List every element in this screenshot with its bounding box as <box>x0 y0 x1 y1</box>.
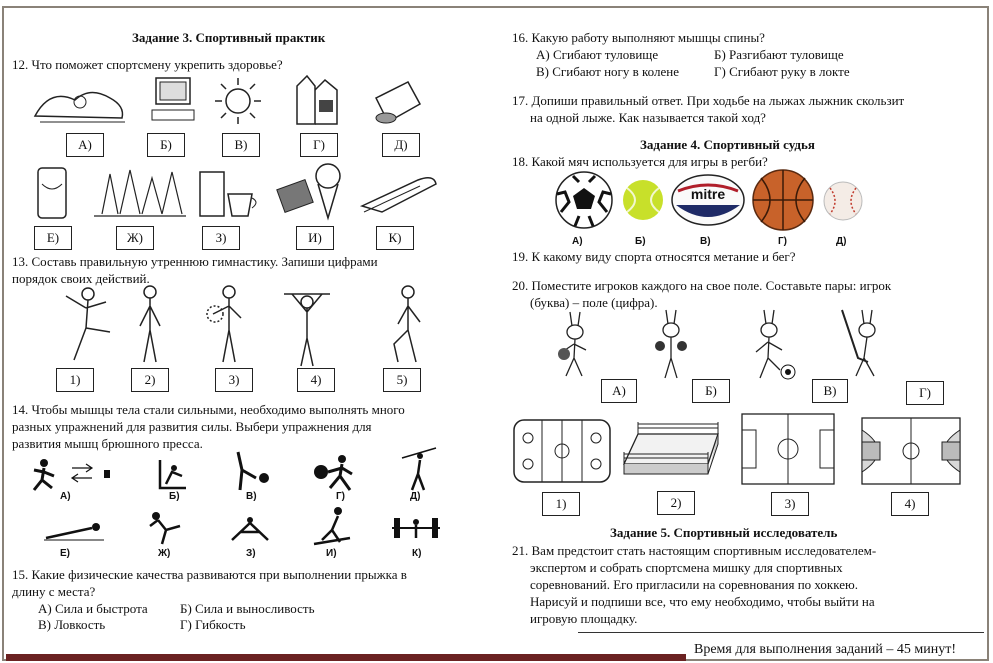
ski-exercise-icon <box>312 506 352 546</box>
q14-label-e: Е) <box>60 548 70 559</box>
q12-option-b[interactable]: Б) <box>147 133 185 157</box>
question-20-line1: 20. Поместите игроков каждого на свое поле. Составьте пары: игрок <box>512 278 892 293</box>
q18-label-g: Г) <box>778 236 787 247</box>
footer-divider <box>578 632 984 633</box>
stretch-exercise-icon <box>228 516 272 544</box>
ball-kick-exercise-icon <box>232 450 272 492</box>
q14-label-v: В) <box>246 491 257 502</box>
question-13-line1: 13. Составь правильную утреннюю гимнастику. Запиши цифрами <box>12 254 378 269</box>
q18-label-b: Б) <box>635 236 646 247</box>
q14-label-b: Б) <box>169 491 180 502</box>
rabbit-hockey-player-icon <box>838 306 888 382</box>
q15-option-b: Б) Сила и выносливость <box>180 601 315 616</box>
exercise-standing-icon <box>130 284 170 368</box>
exercise-arm-circles-icon <box>205 284 249 368</box>
q13-step-1[interactable]: 1) <box>56 368 94 392</box>
q14-label-i: И) <box>326 548 337 559</box>
q18-label-d: Д) <box>836 236 847 247</box>
ice-cream-icon <box>276 160 348 222</box>
rabbit-basketball-player-icon <box>552 308 600 380</box>
barbell-exercise-icon <box>388 512 444 544</box>
task3-title: Задание 3. Спортивный практик <box>132 30 326 45</box>
q15-option-a: А) Сила и быстрота <box>38 601 148 616</box>
exercise-stick-overhead-icon <box>282 286 332 368</box>
q14-label-g: Г) <box>336 491 345 502</box>
basketball-court-icon <box>860 416 962 486</box>
dribbling-exercise-icon <box>312 454 356 494</box>
q12-option-a[interactable]: А) <box>66 133 104 157</box>
question-21-line4: Нарисуй и подпиши все, что ему необходимо, чтобы выйти на <box>530 594 875 609</box>
question-21-line3: соревнований. Его пригласили на соревнования по хоккею. <box>530 577 858 592</box>
q20-field-3[interactable]: 3) <box>771 492 809 516</box>
exercise-leg-raise-icon <box>36 286 116 366</box>
exercise-march-icon <box>384 284 434 368</box>
q20-player-v[interactable]: В) <box>812 379 848 403</box>
question-12: 12. Что поможет спортсмену укрепить здоровье? <box>12 57 283 72</box>
sun-icon <box>210 76 266 126</box>
running-exercise-icon <box>32 458 118 494</box>
question-15-line1: 15. Какие физические качества развиваются при выполнении прыжка в <box>12 567 407 582</box>
q12-option-z[interactable]: З) <box>202 226 240 250</box>
q14-label-a: А) <box>60 491 71 502</box>
tennis-ball-icon <box>621 178 665 222</box>
q16-option-v: В) Сгибают ногу в колене <box>536 64 679 79</box>
question-19: 19. К какому виду спорта относятся метание и бег? <box>512 249 796 264</box>
hockey-rink-icon <box>512 418 612 484</box>
question-21-line1: 21. Вам предстоит стать настоящим спортивным исследователем- <box>512 543 877 558</box>
q13-step-5[interactable]: 5) <box>383 368 421 392</box>
q20-player-g[interactable]: Г) <box>906 381 944 405</box>
question-14-line2: разных упражнений для развития силы. Выбери упражнения для <box>12 419 372 434</box>
q18-label-a: А) <box>572 236 583 247</box>
soccer-field-icon <box>740 412 836 486</box>
q12-option-zh[interactable]: Ж) <box>116 226 154 250</box>
question-14-line3: развития мышц брюшного пресса. <box>12 436 203 451</box>
q13-step-4[interactable]: 4) <box>297 368 335 392</box>
q16-option-g: Г) Сгибают руку в локте <box>714 64 850 79</box>
javelin-exercise-icon <box>398 446 438 492</box>
question-16: 16. Какую работу выполняют мышцы спины? <box>512 30 765 45</box>
baseball-icon <box>822 180 864 222</box>
chips-icon <box>368 78 428 126</box>
q14-label-z: З) <box>246 548 256 559</box>
task4-title: Задание 4. Спортивный судья <box>640 137 815 152</box>
q20-field-1[interactable]: 1) <box>542 492 580 516</box>
question-20-line2: (буква) – поле (цифра). <box>530 295 658 310</box>
milk-cartons-icon <box>293 72 343 128</box>
jump-exercise-icon <box>146 510 186 546</box>
time-limit-footer: Время для выполнения заданий – 45 минут! <box>694 642 957 657</box>
q13-step-2[interactable]: 2) <box>131 368 169 392</box>
soccer-ball-icon <box>553 170 615 230</box>
question-21-line2: экспертом и собрать спортсмена мишку для спортивных <box>530 560 843 575</box>
mitre-logo: mitre <box>690 186 726 202</box>
q20-field-2[interactable]: 2) <box>657 491 695 515</box>
q20-player-a[interactable]: А) <box>601 379 637 403</box>
q14-label-d: Д) <box>410 491 421 502</box>
question-13-line2: порядок своих действий. <box>12 271 150 286</box>
basketball-icon <box>751 168 815 232</box>
rabbit-boxer-icon <box>652 306 692 380</box>
q20-field-4[interactable]: 4) <box>891 492 929 516</box>
q12-option-i[interactable]: И) <box>296 226 334 250</box>
question-18: 18. Какой мяч используется для игры в регби? <box>512 154 768 169</box>
push-up-exercise-icon <box>42 514 106 542</box>
sled-icon <box>358 166 442 220</box>
q14-label-zh: Ж) <box>158 548 171 559</box>
computer-icon <box>148 74 198 126</box>
sleeping-dog-icon <box>30 78 130 126</box>
question-17-line1: 17. Допиши правильный ответ. При ходьбе на лыжах лыжник скользит <box>512 93 905 108</box>
q15-option-v: В) Ловкость <box>38 617 106 632</box>
q12-option-e[interactable]: Е) <box>34 226 72 250</box>
task5-title: Задание 5. Спортивный исследователь <box>610 525 838 540</box>
footer-bar <box>6 654 686 661</box>
q18-label-v: В) <box>700 236 711 247</box>
q12-option-k[interactable]: К) <box>376 226 414 250</box>
boxing-ring-icon <box>618 418 724 486</box>
question-15-line2: длину с места? <box>12 584 96 599</box>
question-14-line1: 14. Чтобы мышцы тела стали сильными, необходимо выполнять много <box>12 402 405 417</box>
q13-step-3[interactable]: 3) <box>215 368 253 392</box>
q15-option-g: Г) Гибкость <box>180 617 246 632</box>
forest-icon <box>92 164 188 222</box>
q12-option-g[interactable]: Г) <box>300 133 338 157</box>
question-17-line2: на одной лыже. Как называется такой ход? <box>530 110 766 125</box>
soda-can-icon <box>30 164 74 222</box>
coffee-icon <box>196 164 264 222</box>
q16-option-a: А) Сгибают туловище <box>536 47 659 62</box>
rabbit-soccer-player-icon <box>748 306 802 382</box>
sit-up-exercise-icon <box>156 456 188 492</box>
q12-option-v[interactable]: В) <box>222 133 260 157</box>
question-21-line5: игровую площадку. <box>530 611 638 626</box>
q12-option-d[interactable]: Д) <box>382 133 420 157</box>
q20-player-b[interactable]: Б) <box>692 379 730 403</box>
q14-label-k: К) <box>412 548 422 559</box>
rugby-ball-icon <box>670 173 746 227</box>
q16-option-b: Б) Разгибают туловище <box>714 47 844 62</box>
